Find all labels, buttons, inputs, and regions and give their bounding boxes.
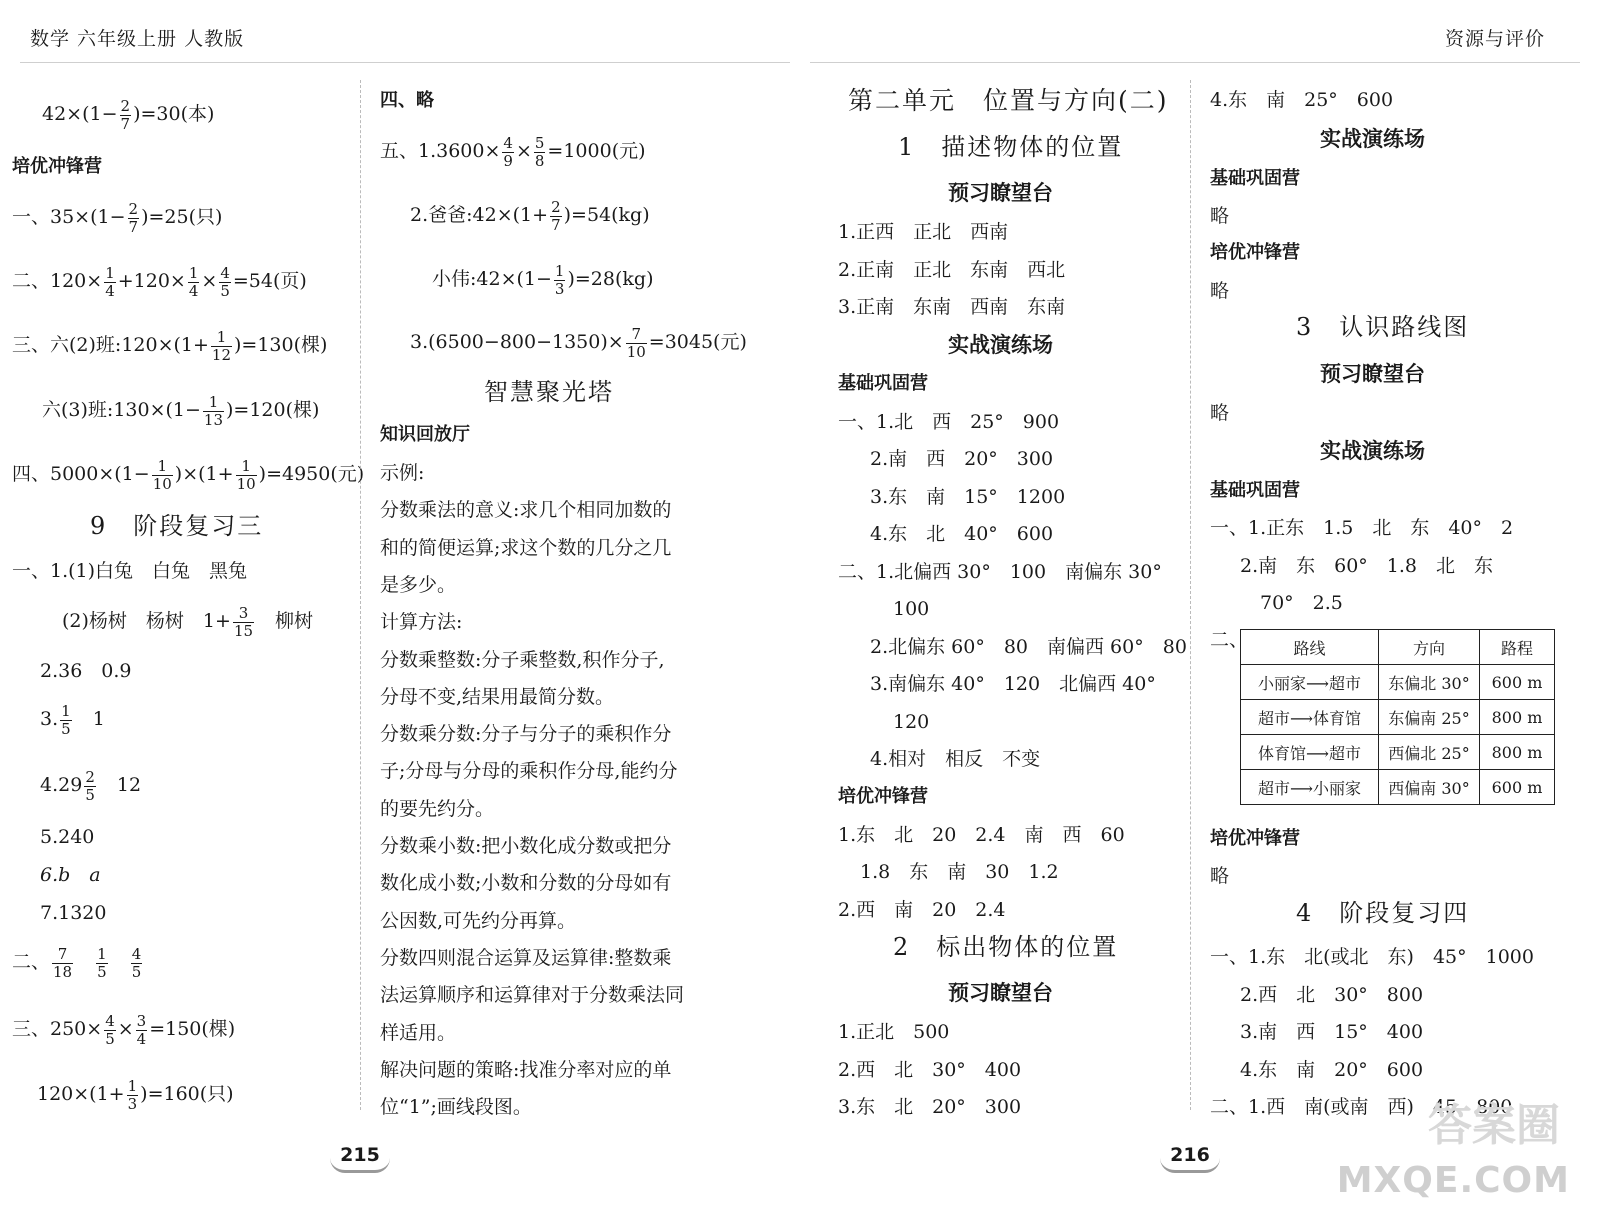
section-title: 1 描述物体的位置 — [898, 133, 1124, 161]
answer-line: 42×(1− $\frac{2}{7}$ )=30(本) — [42, 96, 215, 133]
answer-line: 70° 2.5 — [1260, 592, 1343, 614]
section-heading: 基础巩固营 — [1210, 168, 1300, 189]
fraction: $\frac{2}{7}$ — [120, 96, 131, 133]
text-line: 分数乘法的意义:求几个相同加数的 — [380, 499, 672, 522]
answer-line: 二、1.北偏西 30° 100 南偏东 30° — [838, 561, 1162, 583]
answer-line: 二、 — [1210, 629, 1249, 651]
answer-line: 一、1.(1)白兔 白兔 黑兔 — [12, 560, 248, 582]
answer-line: (2)杨树 杨树 1+ $\frac{3}{15}$ 柳树 — [62, 603, 314, 640]
route-table-wrap — [1240, 629, 1555, 805]
table-row — [1241, 735, 1555, 770]
section-title: 2 标出物体的位置 — [893, 933, 1119, 961]
header-rule — [810, 62, 1580, 63]
table-cell: 超市⟶小丽家 — [1241, 770, 1379, 805]
text-line: 分数四则混合运算及运算律:整数乘 — [380, 946, 672, 969]
answer-line: 1.正北 500 — [838, 1021, 950, 1043]
column-divider — [360, 80, 362, 1110]
section-heading: 培优冲锋营 — [1210, 242, 1300, 263]
page-number: 215 — [330, 1140, 390, 1173]
answer-line: 小伟:42×(1− $\frac{1}{3}$ )=28(kg) — [432, 261, 654, 298]
text-line: 解决问题的策略:找准分率对应的单 — [380, 1058, 672, 1081]
text-line: 是多少。 — [380, 573, 457, 596]
answer-line: 4.东 南 20° 600 — [1240, 1059, 1424, 1081]
table-cell: 小丽家⟶超市 — [1241, 665, 1379, 700]
table-row — [1241, 700, 1555, 735]
answer-line: 2.西 南 20 2.4 — [838, 899, 1006, 921]
section-heading: 培优冲锋营 — [1210, 828, 1300, 849]
answer-line: 120 — [893, 711, 930, 733]
page-number: 216 — [1160, 1140, 1220, 1173]
answer-line: 4.29 $\frac{2}{5}$ 12 — [40, 767, 142, 804]
text-line: 公因数,可先约分再算。 — [380, 909, 577, 932]
table-cell: 西偏北 25° — [1379, 735, 1480, 770]
answer-line: 120×(1+ $\frac{1}{3}$ )=160(只) — [37, 1076, 234, 1113]
table-cell: 东偏南 25° — [1379, 700, 1480, 735]
answer-line: 六(3)班:130×(1− $\frac{1}{13}$ )=120(棵) — [42, 392, 320, 429]
answer-line: 略 — [1210, 402, 1230, 424]
answer-line: 一、1.北 西 25° 900 — [838, 411, 1060, 433]
sub-title: 实战演练场 — [1320, 439, 1425, 463]
watermark: MXQE.COM — [1336, 1160, 1570, 1201]
sub-title: 实战演练场 — [1320, 127, 1425, 151]
answer-line: 4.相对 相反 不变 — [870, 748, 1041, 770]
answer-line: 一、1.正东 1.5 北 东 40° 2 — [1210, 517, 1514, 539]
table-cell: 800 m — [1480, 735, 1555, 770]
text-line: 子;分母与分母的乘积作分母,能约分 — [380, 760, 678, 783]
text-line: 分数乘小数:把小数化成分数或把分 — [380, 835, 672, 857]
table-cell: 超市⟶体育馆 — [1241, 700, 1379, 735]
answer-line: 2.正南 正北 东南 西北 — [838, 259, 1066, 281]
table-cell: 西偏南 30° — [1379, 770, 1480, 805]
text-line: 示例: — [380, 462, 425, 484]
text-line: 位“1”;画线段图。 — [380, 1096, 532, 1119]
header-rule — [20, 62, 790, 63]
answer-line: 二、1.西 南(或南 西) 45 800 — [1210, 1096, 1513, 1118]
answer-line: 3.南 西 15° 400 — [1240, 1021, 1424, 1043]
table-header-cell: 方向 — [1379, 630, 1480, 665]
section-heading: 基础巩固营 — [1210, 480, 1300, 501]
answer-line: 6.b a — [40, 864, 101, 886]
answer-line: 2.爸爸:42×(1+ $\frac{2}{7}$ )=54(kg) — [410, 197, 650, 234]
table-cell: 600 m — [1480, 770, 1555, 805]
answer-line: 四、略 — [380, 90, 434, 111]
answer-line: 略 — [1210, 280, 1230, 302]
answer-line: 二、 $\frac{7}{18}$ $\frac{1}{5}$ $\frac{4}{5}$ — [12, 944, 142, 981]
section-title: 4 阶段复习四 — [1296, 899, 1470, 927]
watermark-logo: 答案圈 — [1428, 1100, 1560, 1151]
answer-line: 1.东 北 20 2.4 南 西 60 — [838, 824, 1125, 846]
answer-line: 略 — [1210, 865, 1230, 887]
answer-line: 二、120× $\frac{1}{4}$ +120× $\frac{1}{4}$ × $\frac{4}{5}$ =54(页) — [12, 263, 307, 300]
table-row — [1241, 770, 1555, 805]
section-title: 9 阶段复习三 — [90, 512, 264, 540]
table-header-cell: 路线 — [1241, 630, 1379, 665]
table-row — [1241, 665, 1555, 700]
answer-line: 100 — [893, 598, 930, 620]
answer-line: 三、250× $\frac{4}{5}$ × $\frac{3}{4}$ =150(棵) — [12, 1011, 236, 1048]
answer-line: 4.东 北 40° 600 — [870, 523, 1054, 545]
answer-line: 四、5000×(1− $\frac{1}{10}$ )×(1+ $\frac{1}{10}$ )=4950(元) — [12, 456, 365, 493]
text-line: 分数乘整数:分子乘整数,积作分子, — [380, 648, 665, 671]
text-line: 的要先约分。 — [380, 797, 495, 820]
answer-line: 3.东 北 20° 300 — [838, 1096, 1022, 1118]
section-heading: 知识回放厅 — [380, 424, 470, 445]
answer-line: 2.西 北 30° 400 — [838, 1059, 1022, 1081]
answer-line: 1.正西 正北 西南 — [838, 221, 1009, 243]
answer-line: 3.南偏东 40° 120 北偏西 40° — [870, 673, 1156, 695]
column-divider — [1190, 80, 1192, 1110]
answer-line: 3. $\frac{1}{5}$ 1 — [40, 701, 105, 738]
answer-line: 3.正南 东南 西南 东南 — [838, 296, 1066, 318]
answer-line: 2.西 北 30° 800 — [1240, 984, 1424, 1006]
answer-line: 7.1320 — [40, 902, 107, 924]
answer-line: 2.36 0.9 — [40, 660, 132, 682]
right-page-header: 资源与评价 — [1444, 28, 1545, 50]
sub-title: 实战演练场 — [948, 333, 1053, 357]
table-header-cell: 路程 — [1480, 630, 1555, 665]
answer-line: 2.南 西 20° 300 — [870, 448, 1054, 470]
answer-line: 三、六(2)班:120×(1+ $\frac{1}{12}$ )=130(棵) — [12, 327, 328, 364]
text-line: 分母不变,结果用最简分数。 — [380, 685, 615, 708]
section-title: 智慧聚光塔 — [484, 378, 614, 406]
answer-line: 3.东 南 15° 1200 — [870, 486, 1066, 508]
section-heading: 培优冲锋营 — [12, 156, 102, 177]
answer-line: 略 — [1210, 205, 1230, 227]
unit-title: 第二单元 位置与方向(二) — [848, 86, 1169, 115]
section-heading: 基础巩固营 — [838, 373, 928, 394]
sub-title: 预习瞭望台 — [1320, 362, 1425, 386]
answer-line: 3.(6500−800−1350)× $\frac{7}{10}$ =3045(元) — [410, 324, 747, 361]
answer-line: 五、1.3600× $\frac{4}{9}$ × $\frac{5}{8}$ =1000(元) — [380, 133, 646, 170]
answer-line: 5.240 — [40, 826, 95, 848]
sub-title: 预习瞭望台 — [948, 981, 1053, 1005]
answer-line: 一、1.东 北(或北 东) 45° 1000 — [1210, 946, 1534, 968]
text-line: 分数乘分数:分子与分子的乘积作分 — [380, 723, 672, 746]
table-cell: 600 m — [1480, 665, 1555, 700]
right-page — [800, 0, 1600, 1223]
table-cell: 800 m — [1480, 700, 1555, 735]
left-page-header: 数学 六年级上册 人教版 — [30, 28, 245, 50]
text-line: 数化成小数;小数和分数的分母如有 — [380, 872, 672, 895]
section-heading: 培优冲锋营 — [838, 786, 928, 807]
text-line: 计算方法: — [380, 611, 463, 634]
answer-line: 4.东 南 25° 600 — [1210, 89, 1394, 111]
text-line: 和的简便运算;求这个数的几分之几 — [380, 536, 672, 559]
answer-line: 2.南 东 60° 1.8 北 东 — [1240, 555, 1494, 577]
answer-line: 一、35×(1− $\frac{2}{7}$ )=25(只) — [12, 199, 223, 236]
route-table — [1240, 629, 1555, 805]
table-cell: 东偏北 30° — [1379, 665, 1480, 700]
table-cell: 体育馆⟶超市 — [1241, 735, 1379, 770]
answer-line: 2.北偏东 60° 80 南偏西 60° 80 — [870, 636, 1187, 658]
text-line: 样适用。 — [380, 1021, 457, 1044]
text-line: 法运算顺序和运算律对于分数乘法同 — [380, 984, 685, 1007]
answer-line: 1.8 东 南 30 1.2 — [860, 861, 1059, 883]
sub-title: 预习瞭望台 — [948, 181, 1053, 205]
section-title: 3 认识路线图 — [1296, 313, 1470, 341]
